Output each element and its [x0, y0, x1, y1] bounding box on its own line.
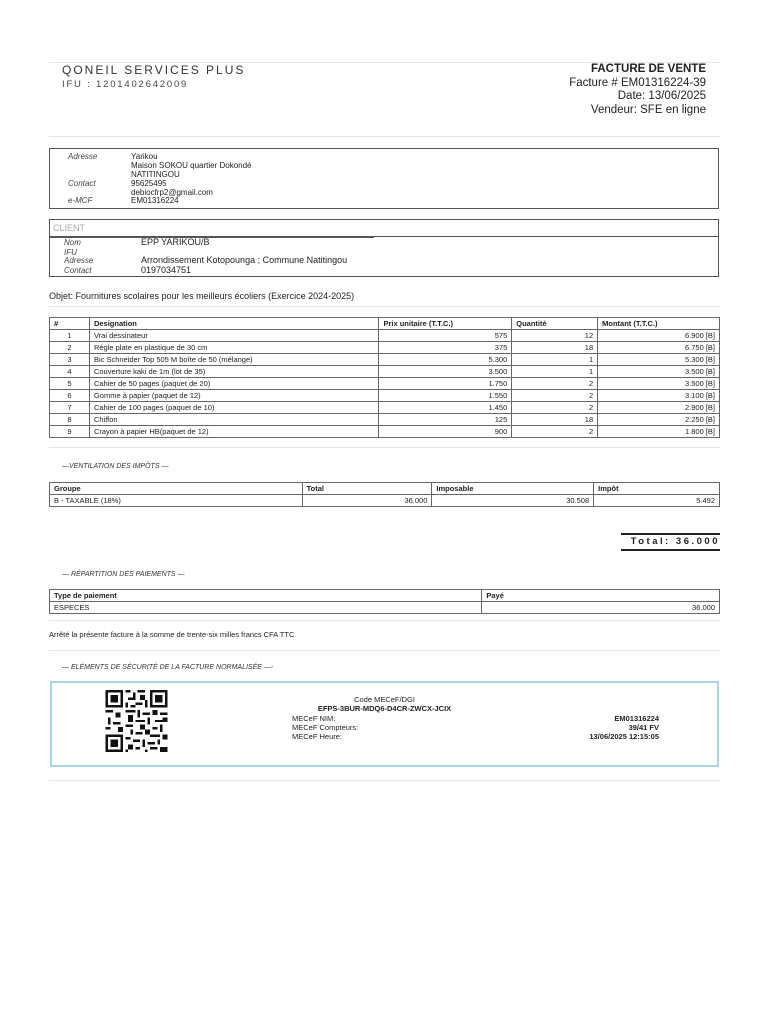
grand-total: Total: 36.000: [621, 533, 720, 551]
item-designation: Cahier de 100 pages (paquet de 10): [89, 402, 379, 414]
item-quantity: 18: [512, 342, 598, 354]
tax-imposable-header: Imposable: [432, 483, 594, 495]
seller-contact-label: Contact: [68, 179, 96, 188]
item-unit-price: 3.500: [379, 366, 512, 378]
table-row: [50, 426, 720, 438]
mecef-code-label: Code MECeF/DGI: [354, 695, 415, 704]
table-row: [50, 414, 720, 426]
tax-total-header: Total: [302, 483, 432, 495]
payment-type: ESPECES: [50, 602, 482, 614]
item-quantity: 2: [512, 426, 598, 438]
items-rule: [49, 447, 720, 448]
payment-paid-header: Payé: [482, 590, 720, 602]
table-row: [50, 366, 720, 378]
seller-contact-phone: 95625495: [131, 179, 167, 188]
client-ifu-label: IFU: [64, 248, 77, 257]
item-designation: Gomme à papier (paquet de 12): [89, 390, 379, 402]
invoice-date: Date: 13/06/2025: [617, 90, 706, 102]
arrete-rule: [49, 650, 720, 651]
item-unit-price: 5.300: [379, 354, 512, 366]
taxes-section-label: —VENTILATION DES IMPÔTS —: [62, 463, 169, 470]
mecef-counters-label: MECeF Compteurs:: [292, 723, 359, 732]
item-index: 7: [50, 402, 90, 414]
col-index-header: #: [50, 318, 90, 330]
item-amount: 3.500 [B]: [598, 366, 720, 378]
item-designation: Bic Schneider Top 505 M boîte de 50 (mélange): [89, 354, 379, 366]
mecef-time-label: MECeF Heure:: [292, 732, 343, 741]
seller-emcf-label: e-MCF: [68, 196, 93, 205]
item-amount: 3.100 [B]: [598, 390, 720, 402]
item-index: 6: [50, 390, 90, 402]
table-row: [50, 354, 720, 366]
security-section-label: — ELÉMENTS DE SÉCURITÉ DE LA FACTURE NORMALISÉE —-: [62, 664, 274, 671]
item-designation: Vrai dessinateur: [89, 330, 379, 342]
taxes-table: [49, 482, 720, 507]
item-quantity: 1: [512, 354, 598, 366]
mecef-time-value: 13/06/2025 12:15:05: [589, 732, 659, 741]
table-row: [50, 390, 720, 402]
payment-paid: 36.000: [482, 602, 720, 614]
invoice-header: [569, 63, 706, 117]
payments-rule: [49, 620, 720, 621]
client-address-value: Arrondissement Kotopounga ; Commune Natitingou: [141, 255, 348, 265]
item-amount: 6.750 [B]: [598, 342, 720, 354]
table-row: [50, 342, 720, 354]
tax-impot: 5.492: [594, 495, 720, 507]
seller-address-label: Adresse: [68, 152, 98, 161]
seller-emcf-value: EM01316224: [131, 196, 179, 205]
seller-contact-email: debiocfrp2@gmail.com: [131, 188, 213, 197]
mecef-counters-value: 39/41 FV: [628, 723, 659, 732]
item-unit-price: 375: [379, 342, 512, 354]
payments-header-row: [50, 590, 720, 602]
item-index: 1: [50, 330, 90, 342]
item-amount: 1.800 [B]: [598, 426, 720, 438]
item-unit-price: 125: [379, 414, 512, 426]
item-amount: 5.300 [B]: [598, 354, 720, 366]
client-address-label: Adresse: [64, 256, 94, 265]
seller-address-line2: Maison SOKOU quartier Dokondé: [131, 161, 252, 170]
client-box: [49, 219, 719, 277]
item-unit-price: 1.450: [379, 402, 512, 414]
payments-section-label: — RÉPARTITION DES PAIEMENTS —: [62, 571, 185, 578]
taxes-header-row: [50, 483, 720, 495]
item-quantity: 2: [512, 378, 598, 390]
seller-box: [49, 148, 719, 209]
item-amount: 3.500 [B]: [598, 378, 720, 390]
table-row: [50, 330, 720, 342]
item-amount: 2.900 [B]: [598, 402, 720, 414]
mecef-nim-label: MECeF NIM:: [292, 714, 336, 723]
item-index: 2: [50, 342, 90, 354]
item-quantity: 2: [512, 390, 598, 402]
table-row: [50, 495, 720, 507]
tax-total: 36.000: [302, 495, 432, 507]
item-designation: Cahier de 50 pages (paquet de 20): [89, 378, 379, 390]
tax-group-header: Groupe: [50, 483, 303, 495]
item-quantity: 12: [512, 330, 598, 342]
item-index: 3: [50, 354, 90, 366]
item-quantity: 2: [512, 402, 598, 414]
client-name-rule: [50, 237, 374, 238]
security-box: [50, 681, 719, 767]
item-designation: Couverture kaki de 1m (lot de 35): [89, 366, 379, 378]
item-unit-price: 1.550: [379, 390, 512, 402]
item-index: 8: [50, 414, 90, 426]
item-amount: 2.250 [B]: [598, 414, 720, 426]
seller-address-line3: NATITINGOU: [131, 170, 180, 179]
company-name: QONEIL SERVICES PLUS: [62, 63, 246, 77]
client-title: CLIENT: [53, 223, 86, 233]
item-index: 4: [50, 366, 90, 378]
client-title-bar: [50, 220, 718, 237]
payments-table: [49, 589, 720, 614]
tax-impot-header: Impôt: [594, 483, 720, 495]
col-amount-header: Montant (T.T.C.): [598, 318, 720, 330]
mecef-nim-value: EM01316224: [614, 714, 659, 723]
col-quantity-header: Quantité: [512, 318, 598, 330]
header-rule: [49, 136, 720, 137]
item-amount: 6.900 [B]: [598, 330, 720, 342]
invoice-title: FACTURE DE VENTE: [590, 63, 706, 75]
items-header-row: [50, 318, 720, 330]
item-quantity: 18: [512, 414, 598, 426]
invoice-vendor: Vendeur: SFE en ligne: [590, 103, 706, 116]
amount-in-words: Arrêté la présente facture à la somme de trente-six milles francs CFA TTC: [49, 630, 295, 639]
table-row: [50, 378, 720, 390]
item-designation: Chiffon: [89, 414, 379, 426]
invoice-object: Objet: Fournitures scolaires pour les meilleurs écoliers (Exercice 2024-2025): [49, 291, 355, 301]
item-index: 9: [50, 426, 90, 438]
tax-imposable: 30.508: [432, 495, 594, 507]
table-row: [50, 602, 720, 614]
bottom-rule: [49, 780, 720, 781]
seller-address-line1: Yarikou: [131, 152, 158, 161]
client-name-label: Nom: [64, 238, 81, 247]
item-quantity: 1: [512, 366, 598, 378]
table-row: [50, 402, 720, 414]
client-name-value: EPP YARIKOU/B: [141, 237, 210, 247]
payment-type-header: Type de paiement: [50, 590, 482, 602]
company-ifu: IFU : 1201402642009: [62, 79, 189, 90]
client-contact-label: Contact: [64, 266, 92, 275]
tax-group: B - TAXABLE (18%): [50, 495, 303, 507]
item-index: 5: [50, 378, 90, 390]
items-table: [49, 317, 720, 438]
item-unit-price: 900: [379, 426, 512, 438]
item-unit-price: 1.750: [379, 378, 512, 390]
col-unit-price-header: Prix unitaire (T.T.C.): [379, 318, 512, 330]
item-designation: Crayon à papier HB(paquet de 12): [89, 426, 379, 438]
item-unit-price: 575: [379, 330, 512, 342]
item-designation: Règle plate en plastique de 30 cm: [89, 342, 379, 354]
objet-rule: [49, 306, 720, 307]
mecef-code-value: EFPS-3BUR-MDQ6-D4CR-ZWCX-JCIX: [317, 704, 452, 713]
invoice-number: Facture # EM01316224-39: [569, 76, 706, 89]
client-contact-value: 0197034751: [141, 265, 192, 275]
col-designation-header: Designation: [89, 318, 379, 330]
